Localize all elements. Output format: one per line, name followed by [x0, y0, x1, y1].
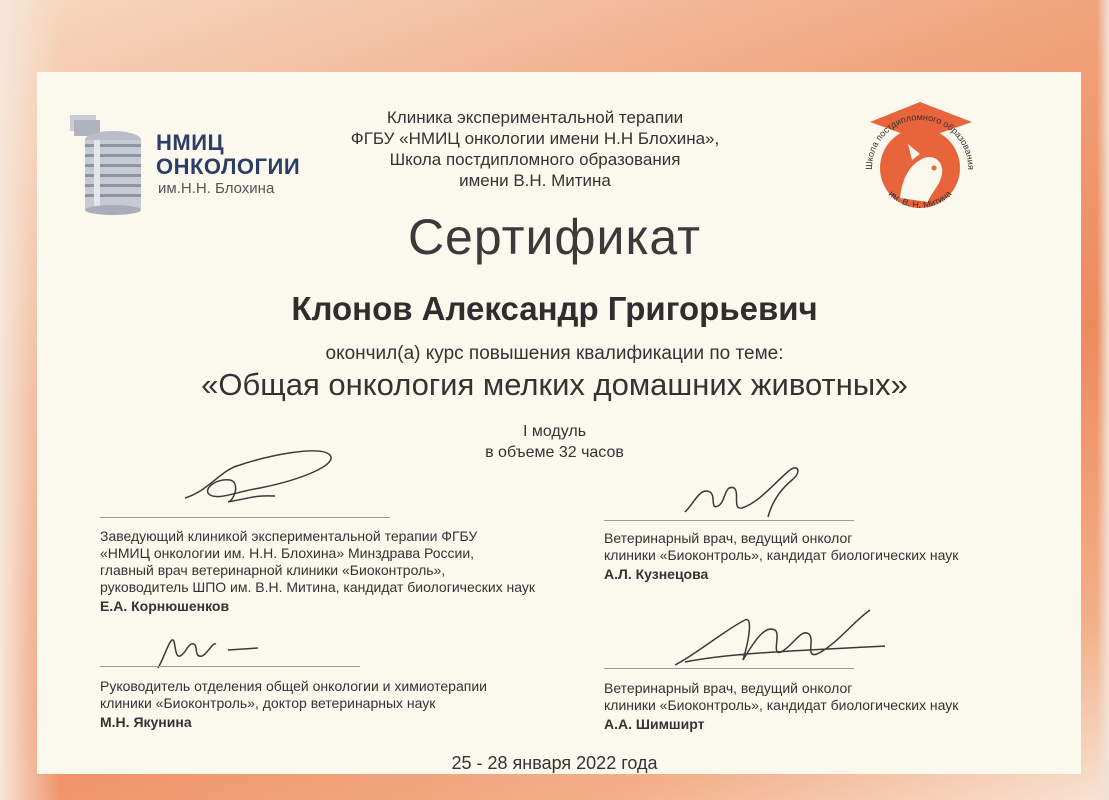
signatory-1-title-line-2: «НМИЦ онкологии им. Н.Н. Блохина» Минздрава России,	[100, 545, 475, 561]
signature-3	[150, 628, 270, 674]
signatory-1-title-line-1: Заведующий клиникой экспериментальной терапии ФГБУ	[100, 528, 478, 544]
signatory-1-name: Е.А. Корнюшенков	[100, 598, 230, 614]
signatory-2-title-line-2: клиники «Биоконтроль», кандидат биологических наук	[604, 547, 959, 563]
school-emblem	[850, 90, 990, 220]
signatory-1-title-line-4: руководитель ШПО им. В.Н. Митина, кандидат биологических наук	[100, 579, 536, 595]
completion-statement: окончил(а) курс повышения квалификации по теме:	[325, 343, 784, 364]
signature-line-2	[604, 520, 854, 521]
signatory-2-name: А.Л. Кузнецова	[604, 566, 709, 582]
certificate-title: Сертификат	[407, 209, 702, 265]
emblem-bottom-text: им. В. Н. Митина	[886, 188, 954, 210]
signatory-2-title-line-1: Ветеринарный врач, ведущий онколог	[604, 530, 853, 546]
signature-line-1	[100, 517, 390, 518]
signatory-4-name: А.А. Шимширт	[604, 716, 705, 732]
signatory-4-title-line-2: клиники «Биоконтроль», кандидат биологических наук	[604, 697, 959, 713]
header-line-3: Школа постдипломного образования	[389, 150, 681, 169]
course-dates: 25 - 28 января 2022 года	[451, 753, 658, 773]
signatory-1-title-line-3: главный врач ветеринарной клиники «Биоконтроль»,	[100, 562, 446, 578]
graduation-cap-emblem-icon	[850, 90, 990, 220]
signatory-2	[604, 530, 1024, 583]
signatory-4	[604, 680, 1024, 733]
signature-line-4	[604, 668, 854, 669]
issuer-header	[300, 107, 770, 191]
signature-2	[680, 462, 820, 532]
course-volume: в объеме 32 часов	[485, 444, 624, 461]
recipient-name: Клонов Александр Григорьевич	[291, 290, 818, 327]
course-title: «Общая онкология мелких домашних животных»	[201, 367, 908, 402]
logo-line-3: им.Н.Н. Блохина	[158, 180, 275, 197]
nmits-logo-icon	[68, 110, 148, 215]
module-label: I модуль	[522, 423, 587, 440]
signatory-3	[100, 678, 570, 731]
nmits-oncology-logo	[68, 110, 301, 220]
signature-4	[665, 600, 895, 690]
signatory-3-name: М.Н. Якунина	[100, 714, 192, 730]
signature-1	[180, 440, 350, 520]
header-line-4: имени В.Н. Митина	[459, 171, 611, 190]
signatory-3-title-line-2: клиники «Биоконтроль», доктор ветеринарных наук	[100, 695, 436, 711]
signatory-3-title-line-1: Руководитель отделения общей онкологии и химиотерапии	[100, 678, 487, 694]
signatory-1	[100, 528, 570, 615]
header-line-2: ФГБУ «НМИЦ онкологии имени Н.Н Блохина»,	[350, 129, 720, 148]
signature-line-3	[100, 666, 360, 667]
logo-line-1: НМИЦ	[156, 130, 225, 155]
signatory-4-title-line-1: Ветеринарный врач, ведущий онколог	[604, 680, 853, 696]
logo-line-2: ОНКОЛОГИИ	[156, 154, 301, 179]
emblem-arc-text: Школа постдипломного образования	[863, 111, 977, 170]
header-line-1: Клиника экспериментальной терапии	[386, 108, 684, 127]
course-module-info	[0, 421, 1109, 463]
